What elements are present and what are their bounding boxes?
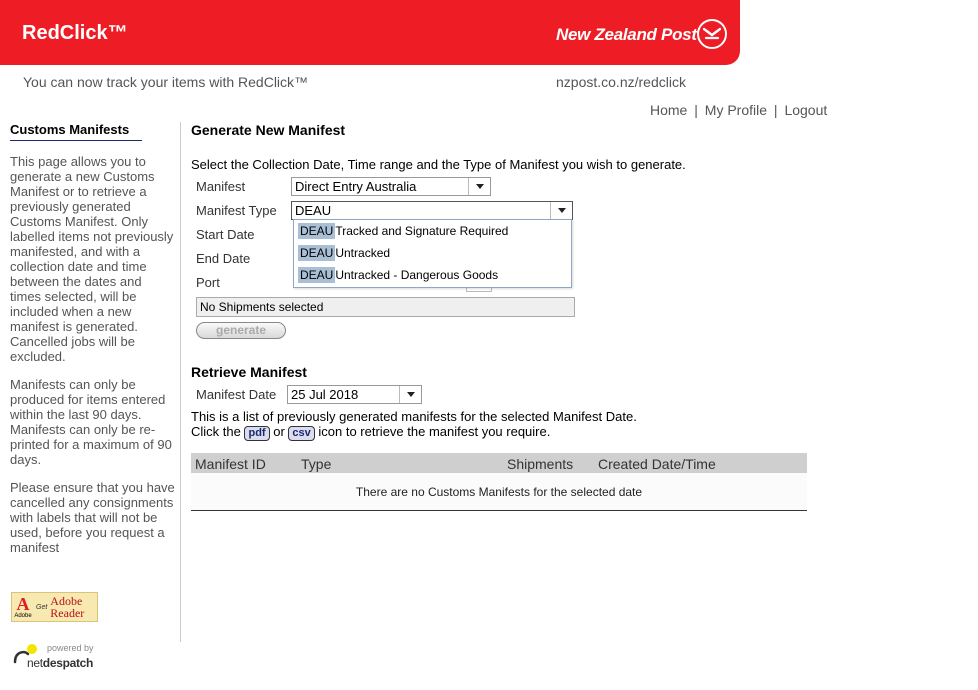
manifest-table-header [191, 453, 807, 473]
netdespatch-wordmark: netdespatch [27, 656, 94, 670]
retrieve-title: Retrieve Manifest [191, 364, 307, 380]
generate-section [191, 122, 811, 138]
manifest-type-dropdown [293, 219, 572, 288]
adobe-reader-label: Adobe Reader [50, 594, 85, 620]
port-label: Port [196, 275, 220, 290]
nzpost-envelope-icon [697, 19, 727, 49]
tagline: You can now track your items with RedClick™ [23, 74, 309, 90]
chevron-down-icon [399, 386, 421, 403]
column-header: Created Date/Time [598, 456, 716, 472]
app-title: RedClick™ [22, 22, 128, 44]
home-link[interactable]: Home [650, 102, 688, 118]
dropdown-option[interactable]: DEAU Untracked - Dangerous Goods [300, 268, 499, 282]
logout-link[interactable]: Logout [784, 102, 828, 118]
generate-title: Generate New Manifest [191, 122, 346, 138]
csv-tag: csv [288, 426, 314, 441]
chevron-down-icon [550, 202, 572, 219]
chevron-down-icon [468, 178, 490, 195]
manifest-type-label: Manifest Type [196, 203, 277, 218]
nzpost-logo[interactable]: New Zealand Post [556, 25, 697, 44]
shipments-status: No Shipments selected [196, 297, 575, 317]
dropdown-option[interactable]: DEAU Untracked [300, 246, 391, 260]
column-header: Type [301, 456, 332, 472]
sidebar [10, 122, 175, 555]
generate-button[interactable]: generate [196, 322, 286, 339]
column-header: Shipments [507, 456, 574, 472]
nav-separator: | [694, 102, 698, 118]
dropdown-option[interactable]: DEAU Tracked and Signature Required [300, 224, 509, 238]
start-date-label: Start Date [196, 227, 255, 242]
get-adobe-reader-badge[interactable] [11, 592, 98, 622]
manifest-type-select[interactable] [291, 201, 573, 220]
manifest-date-value: 25 Jul 2018 [291, 387, 359, 402]
top-nav [650, 102, 827, 118]
nav-separator: | [773, 102, 778, 118]
end-date-label: End Date [196, 251, 251, 266]
sidebar-title: Customs Manifests [10, 122, 142, 141]
pdf-tag: pdf [244, 426, 269, 441]
sidebar-paragraph: Please ensure that you have cancelled any consignments with labels that will not be used, before you request a manifest [10, 480, 175, 555]
column-header: Manifest ID [195, 456, 266, 472]
header-bar [0, 0, 740, 65]
sidebar-paragraph: This page allows you to generate a new Customs Manifest or to retrieve a previously generated Customs Manifest. Only labelled items not previously manifested, and with a collection date and time between the dates and times selected, will be included when a new manifest is generated. Cancelled jobs will be excluded. [10, 154, 174, 364]
sidebar-paragraph: Manifests can only be produced for items entered within the last 90 days. Manifests can only be re-printed for a maximum of 90 days. [10, 377, 172, 467]
site-url: nzpost.co.nz/redclick [556, 74, 686, 90]
sidebar-divider [180, 122, 181, 642]
powered-by-label: powered by [47, 643, 94, 653]
adobe-get-label: Get [36, 603, 48, 611]
retrieve-description: This is a list of previously generated manifests for the selected Manifest Date. Click the pdf or csv icon to retrieve the manifest you require. [191, 409, 637, 439]
manifest-date-select[interactable] [287, 385, 422, 404]
manifest-label: Manifest [196, 179, 246, 194]
manifest-select[interactable] [291, 177, 491, 196]
manifest-type-select-value: DEAU [295, 203, 332, 218]
empty-table-message: There are no Customs Manifests for the selected date [191, 473, 807, 511]
manifest-select-value: Direct Entry Australia [295, 179, 417, 194]
my-profile-link[interactable]: My Profile [704, 102, 768, 118]
generate-instructions: Select the Collection Date, Time range and the Type of Manifest you wish to generate. [191, 157, 686, 172]
adobe-icon: A Adobe [14, 593, 32, 619]
manifest-date-label: Manifest Date [196, 387, 277, 402]
